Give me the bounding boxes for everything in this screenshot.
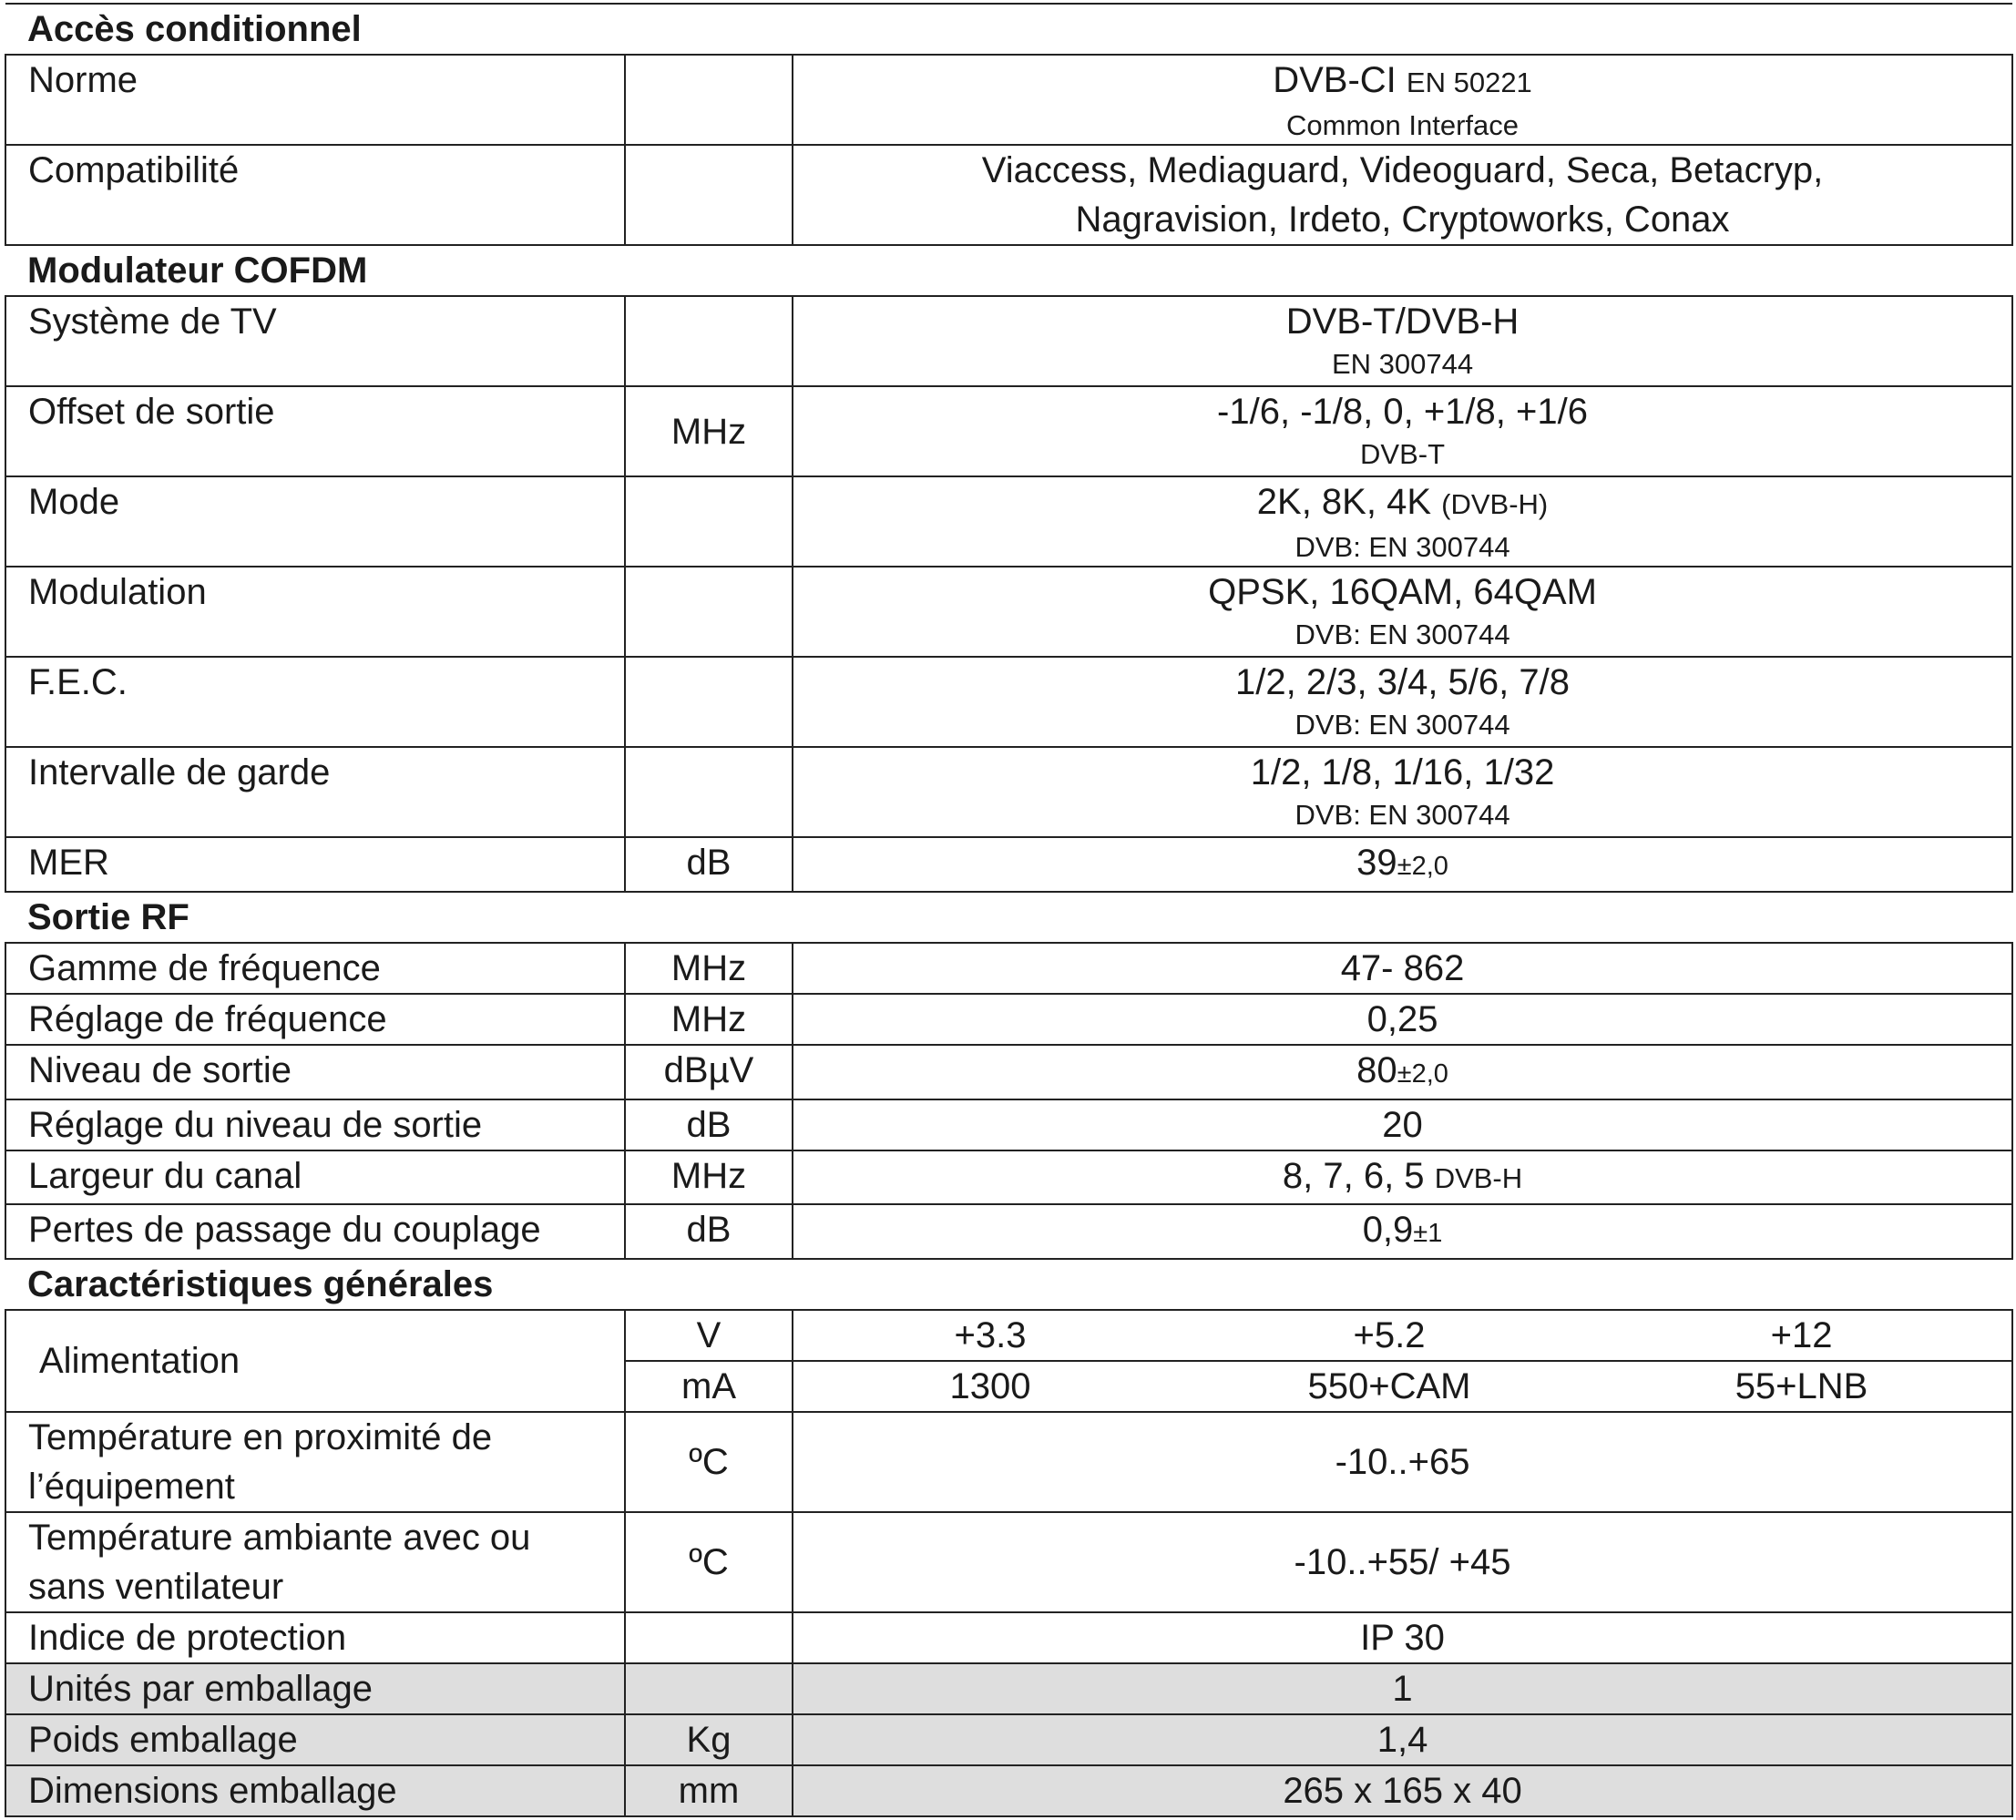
row-unit: MHz	[625, 943, 793, 994]
row-label: Dimensions emballage	[5, 1765, 625, 1816]
row-label: Mode	[5, 476, 625, 567]
value-voltage-1: +3.3	[793, 1310, 1187, 1361]
label-line-2: l’équipement	[28, 1467, 235, 1507]
row-unit	[625, 567, 793, 657]
row-value	[793, 1150, 2012, 1204]
row-label: Unités par emballage	[5, 1663, 625, 1714]
row-unit	[625, 747, 793, 837]
row-unit	[625, 657, 793, 747]
table-row	[5, 1512, 2012, 1612]
value-line-1: Viaccess, Mediaguard, Videoguard, Seca, Betacryp,	[981, 150, 1824, 190]
table-row	[5, 1150, 2012, 1204]
row-unit: dB	[625, 837, 793, 892]
row-unit	[625, 1663, 793, 1714]
row-unit: mm	[625, 1765, 793, 1816]
section-header-caracteristiques	[5, 1259, 2012, 1310]
value-current-1: 1300	[793, 1361, 1187, 1412]
table-row	[5, 1045, 2012, 1099]
value-sub: Common Interface	[1286, 109, 1520, 141]
row-value	[793, 1204, 2012, 1259]
row-label: Niveau de sortie	[5, 1045, 625, 1099]
table-row	[5, 145, 2012, 245]
value-sub: DVB: EN 300744	[1295, 799, 1510, 831]
value-standard: EN 50221	[1406, 66, 1532, 98]
value-voltage-3: +12	[1591, 1310, 2012, 1361]
table-row	[5, 747, 2012, 837]
value-main: 80	[1356, 1050, 1397, 1090]
label-line-1: Température en proximité de	[28, 1417, 493, 1457]
row-value	[793, 296, 2012, 386]
value-line-2: Nagravision, Irdeto, Cryptoworks, Conax	[1075, 199, 1730, 240]
row-unit: Kg	[625, 1714, 793, 1765]
row-label: Système de TV	[5, 296, 625, 386]
row-label: F.E.C.	[5, 657, 625, 747]
row-label: Modulation	[5, 567, 625, 657]
row-unit	[625, 145, 793, 245]
table-row	[5, 1412, 2012, 1512]
value-main: 1/2, 2/3, 3/4, 5/6, 7/8	[1235, 662, 1570, 702]
row-value	[793, 747, 2012, 837]
value-sub: EN 300744	[1331, 348, 1474, 380]
row-label: Alimentation	[5, 1310, 625, 1412]
table-row	[5, 943, 2012, 994]
table-row	[5, 837, 2012, 892]
row-value: -10..+55/ +45	[793, 1512, 2012, 1612]
row-value	[793, 567, 2012, 657]
row-value	[793, 1045, 2012, 1099]
row-value	[793, 55, 2012, 145]
row-unit	[625, 55, 793, 145]
table-row	[5, 657, 2012, 747]
table-row	[5, 1099, 2012, 1150]
value-main: 2K, 8K, 4K	[1256, 482, 1432, 522]
row-label: Pertes de passage du couplage	[5, 1204, 625, 1259]
table-row	[5, 994, 2012, 1045]
row-label: Réglage de fréquence	[5, 994, 625, 1045]
row-value: 1	[793, 1663, 2012, 1714]
row-unit: dB	[625, 1204, 793, 1259]
spec-table	[5, 3, 2013, 1817]
value-sub: DVB: EN 300744	[1295, 709, 1510, 741]
row-value	[793, 386, 2012, 476]
section-header-acces	[5, 4, 2012, 55]
value-sub: DVB: EN 300744	[1295, 531, 1510, 563]
table-row	[5, 476, 2012, 567]
value-tolerance: ±2,0	[1397, 1059, 1448, 1089]
value-main: 8, 7, 6, 5	[1282, 1156, 1425, 1196]
row-label: MER	[5, 837, 625, 892]
row-value	[793, 657, 2012, 747]
row-label: Gamme de fréquence	[5, 943, 625, 994]
row-value: 1,4	[793, 1714, 2012, 1765]
value-main: QPSK, 16QAM, 64QAM	[1208, 572, 1597, 612]
row-unit	[625, 296, 793, 386]
value-main: DVB-T/DVB-H	[1285, 302, 1520, 342]
value-main: 0,9	[1362, 1210, 1414, 1250]
row-value	[793, 837, 2012, 892]
value-tolerance: ±1	[1413, 1219, 1443, 1248]
row-label	[5, 1512, 625, 1612]
row-value: 47- 862	[793, 943, 2012, 994]
value-main: 1/2, 1/8, 1/16, 1/32	[1250, 752, 1555, 792]
label-line-2: sans ventilateur	[28, 1567, 284, 1607]
row-unit: V	[625, 1310, 793, 1361]
section-title: Sortie RF	[5, 892, 2012, 943]
row-label	[5, 1412, 625, 1512]
section-title: Modulateur COFDM	[5, 245, 2012, 296]
row-label: Intervalle de garde	[5, 747, 625, 837]
section-title: Accès conditionnel	[5, 4, 2012, 55]
section-title: Caractéristiques générales	[5, 1259, 2012, 1310]
value-current-2: 550+CAM	[1187, 1361, 1591, 1412]
value-main: 39	[1356, 843, 1397, 883]
row-unit: MHz	[625, 386, 793, 476]
value-sub: DVB: EN 300744	[1295, 619, 1510, 650]
value-standard: DVB-H	[1434, 1162, 1523, 1194]
row-unit: MHz	[625, 994, 793, 1045]
row-unit: ºC	[625, 1412, 793, 1512]
row-label: Réglage du niveau de sortie	[5, 1099, 625, 1150]
table-row	[5, 1765, 2012, 1816]
value-main: -1/6, -1/8, 0, +1/8, +1/6	[1217, 392, 1588, 432]
section-header-sortie-rf	[5, 892, 2012, 943]
row-unit: ºC	[625, 1512, 793, 1612]
section-header-modulateur	[5, 245, 2012, 296]
row-value: -10..+65	[793, 1412, 2012, 1512]
row-label: Norme	[5, 55, 625, 145]
row-value: IP 30	[793, 1612, 2012, 1663]
table-row	[5, 1310, 2012, 1361]
table-row	[5, 1204, 2012, 1259]
row-value: 20	[793, 1099, 2012, 1150]
table-row	[5, 1663, 2012, 1714]
row-unit	[625, 476, 793, 567]
value-current-3: 55+LNB	[1591, 1361, 2012, 1412]
row-unit: dB	[625, 1099, 793, 1150]
row-label: Offset de sortie	[5, 386, 625, 476]
row-label: Largeur du canal	[5, 1150, 625, 1204]
table-row	[5, 1612, 2012, 1663]
row-value: 0,25	[793, 994, 2012, 1045]
table-row	[5, 1714, 2012, 1765]
row-label: Poids emballage	[5, 1714, 625, 1765]
table-row	[5, 386, 2012, 476]
value-voltage-2: +5.2	[1187, 1310, 1591, 1361]
row-label: Indice de protection	[5, 1612, 625, 1663]
label-line-1: Température ambiante avec ou	[28, 1518, 531, 1558]
table-row	[5, 296, 2012, 386]
value-sub: DVB-T	[1360, 438, 1446, 470]
value-tolerance: ±2,0	[1397, 852, 1448, 881]
row-value	[793, 145, 2012, 245]
row-unit: mA	[625, 1361, 793, 1412]
value-main: DVB-CI	[1273, 60, 1397, 100]
row-unit: MHz	[625, 1150, 793, 1204]
row-unit	[625, 1612, 793, 1663]
row-value	[793, 476, 2012, 567]
row-label: Compatibilité	[5, 145, 625, 245]
row-value: 265 x 165 x 40	[793, 1765, 2012, 1816]
value-standard: (DVB-H)	[1441, 488, 1549, 520]
table-row	[5, 55, 2012, 145]
row-unit: dBµV	[625, 1045, 793, 1099]
table-row	[5, 567, 2012, 657]
